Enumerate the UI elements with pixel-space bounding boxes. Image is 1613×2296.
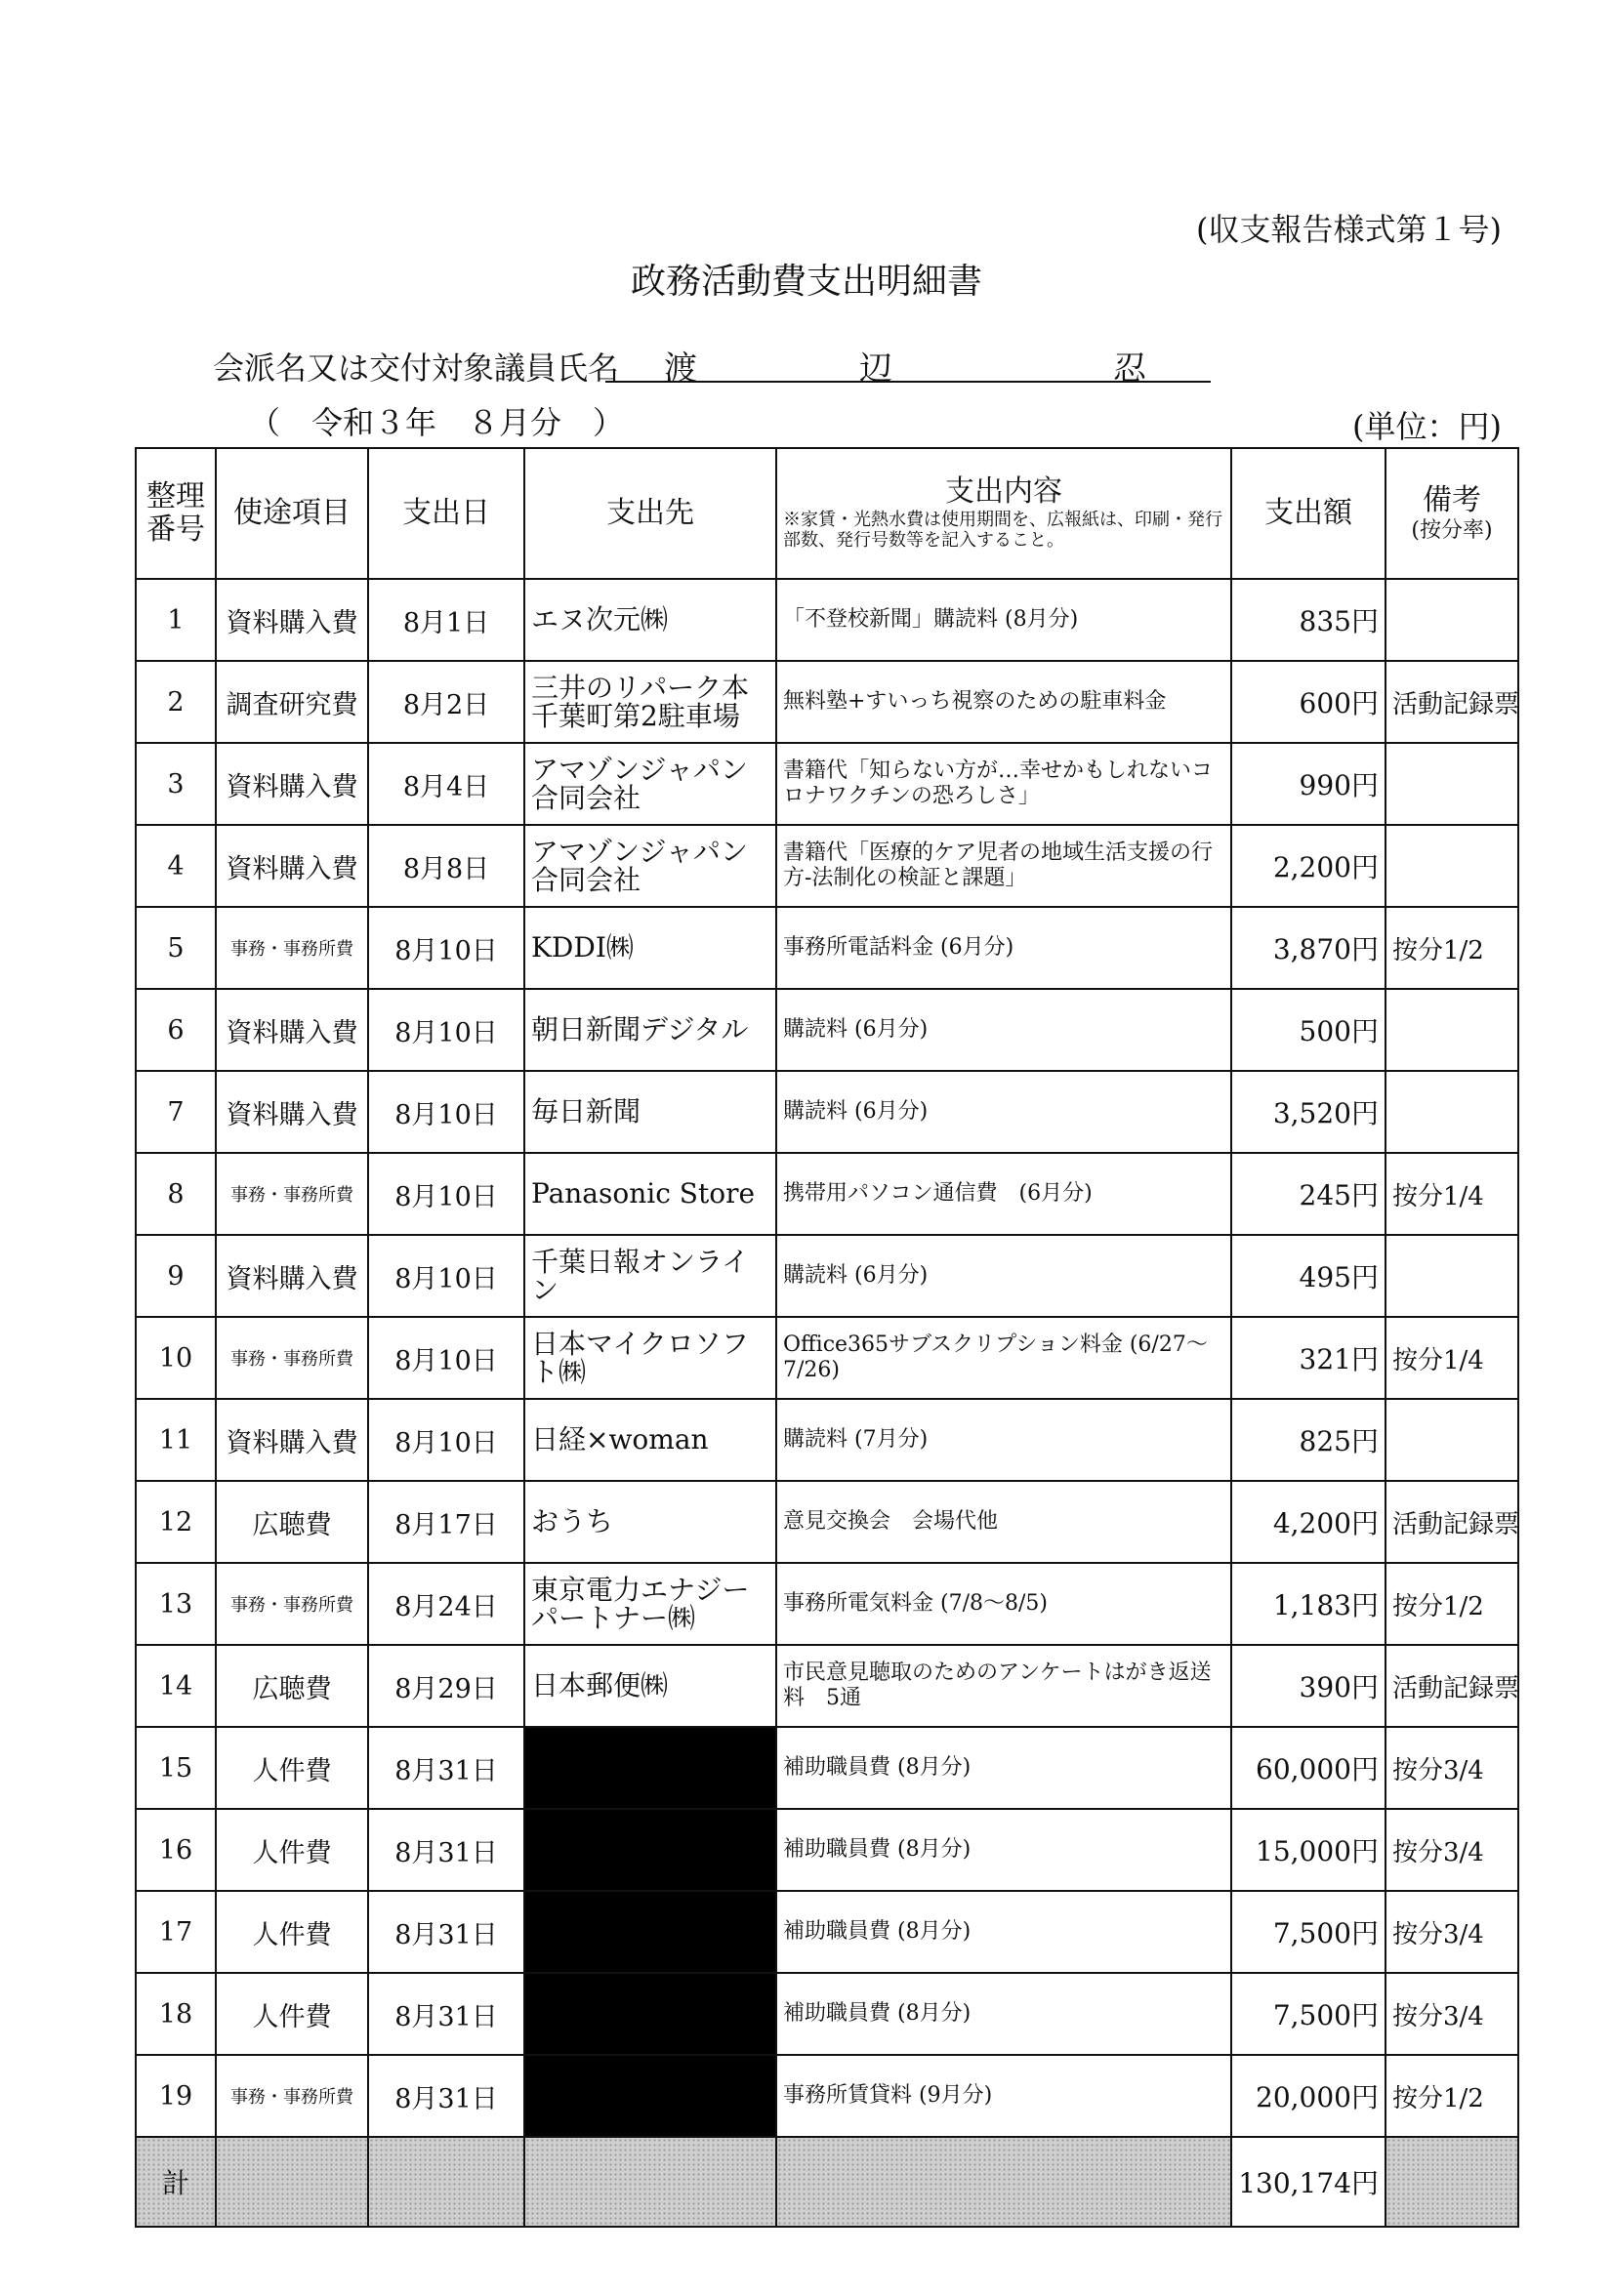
- row-remarks: 按分1/2: [1386, 2055, 1518, 2137]
- row-content: 携帯用パソコン通信費 (6月分): [776, 1153, 1231, 1235]
- row-payee: 東京電力エナジーパートナー㈱: [524, 1563, 776, 1645]
- row-number: 13: [136, 1563, 216, 1645]
- row-remarks: [1386, 579, 1518, 661]
- row-category: 広聴費: [216, 1645, 368, 1727]
- row-date: 8月10日: [368, 1317, 524, 1399]
- row-category: 事務・事務所費: [216, 1153, 368, 1235]
- row-amount: 7,500円: [1231, 1973, 1386, 2055]
- row-number: 15: [136, 1727, 216, 1809]
- row-category: 資料購入費: [216, 1235, 368, 1317]
- row-payee: アマゾンジャパン合同会社: [524, 743, 776, 825]
- redacted-payee: [524, 1809, 776, 1891]
- expense-table: [135, 447, 1519, 2228]
- row-category: 資料購入費: [216, 1071, 368, 1153]
- member-name-part: 渡: [664, 349, 697, 389]
- member-name-part: 忍: [1113, 349, 1146, 389]
- table-row: [136, 1973, 1518, 2055]
- row-amount: 990円: [1231, 743, 1386, 825]
- table-row: [136, 825, 1518, 907]
- row-number: 3: [136, 743, 216, 825]
- row-payee: 毎日新聞: [524, 1071, 776, 1153]
- redacted-payee: [524, 1973, 776, 2055]
- document-title: 政務活動費支出明細書: [630, 262, 982, 302]
- row-number: 6: [136, 989, 216, 1071]
- row-payee: 日本郵便㈱: [524, 1645, 776, 1727]
- row-amount: 390円: [1231, 1645, 1386, 1727]
- total-amount: 130,174円: [1231, 2137, 1386, 2227]
- header-remarks-sub: (按分率): [1411, 517, 1493, 543]
- row-number: 14: [136, 1645, 216, 1727]
- table-row: [136, 1317, 1518, 1399]
- row-date: 8月31日: [368, 1891, 524, 1973]
- row-amount: 7,500円: [1231, 1891, 1386, 1973]
- row-content: 「不登校新聞」購読料 (8月分): [776, 579, 1231, 661]
- row-content: 事務所賃貸料 (9月分): [776, 2055, 1231, 2137]
- period: （ 令和３年 ８月分 ）: [249, 404, 625, 441]
- row-content: 購読料 (6月分): [776, 1071, 1231, 1153]
- row-date: 8月4日: [368, 743, 524, 825]
- table-row: [136, 989, 1518, 1071]
- row-payee: 朝日新聞デジタル: [524, 989, 776, 1071]
- row-amount: 2,200円: [1231, 825, 1386, 907]
- row-category: 広聴費: [216, 1481, 368, 1563]
- row-remarks: 活動記録票: [1386, 661, 1518, 743]
- row-remarks: [1386, 1235, 1518, 1317]
- header-date: 支出日: [368, 448, 524, 579]
- table-row: [136, 1481, 1518, 1563]
- shaded-cell: [524, 2137, 776, 2227]
- row-content: 市民意見聴取のためのアンケートはがき返送料 5通: [776, 1645, 1231, 1727]
- row-payee: 日経×woman: [524, 1399, 776, 1481]
- row-content: 補助職員費 (8月分): [776, 1727, 1231, 1809]
- row-amount: 3,870円: [1231, 907, 1386, 989]
- row-category: 事務・事務所費: [216, 2055, 368, 2137]
- row-number: 7: [136, 1071, 216, 1153]
- header-payee: 支出先: [524, 448, 776, 579]
- row-date: 8月10日: [368, 1235, 524, 1317]
- table-row: [136, 1071, 1518, 1153]
- header-amount: 支出額: [1231, 448, 1386, 579]
- table-row: [136, 1399, 1518, 1481]
- redacted-payee: [524, 1727, 776, 1809]
- row-payee: アマゾンジャパン合同会社: [524, 825, 776, 907]
- row-amount: 20,000円: [1231, 2055, 1386, 2137]
- header-no: 整理番号: [136, 448, 216, 579]
- row-remarks: 按分3/4: [1386, 1727, 1518, 1809]
- row-amount: 500円: [1231, 989, 1386, 1071]
- row-number: 4: [136, 825, 216, 907]
- row-payee: 日本マイクロソフト㈱: [524, 1317, 776, 1399]
- table-row: [136, 1809, 1518, 1891]
- row-category: 資料購入費: [216, 743, 368, 825]
- row-category: 資料購入費: [216, 825, 368, 907]
- header-remarks-label: 備考: [1423, 483, 1481, 518]
- row-content: 購読料 (6月分): [776, 989, 1231, 1071]
- header-content: [776, 448, 1231, 579]
- table-row: [136, 1645, 1518, 1727]
- row-date: 8月31日: [368, 2055, 524, 2137]
- table-row: [136, 1153, 1518, 1235]
- row-content: 事務所電話料金 (6月分): [776, 907, 1231, 989]
- row-number: 11: [136, 1399, 216, 1481]
- row-content: 補助職員費 (8月分): [776, 1891, 1231, 1973]
- row-payee: おうち: [524, 1481, 776, 1563]
- row-date: 8月10日: [368, 1399, 524, 1481]
- row-content: 購読料 (7月分): [776, 1399, 1231, 1481]
- shaded-cell: [776, 2137, 1231, 2227]
- row-category: 事務・事務所費: [216, 1563, 368, 1645]
- row-number: 12: [136, 1481, 216, 1563]
- row-date: 8月24日: [368, 1563, 524, 1645]
- header-content-note: ※家賃・光熱水費は使用期間を、広報紙は、印刷・発行部数、発行号数等を記入すること。: [783, 509, 1222, 552]
- total-row: [136, 2137, 1518, 2227]
- row-payee: KDDI㈱: [524, 907, 776, 989]
- table-row: [136, 743, 1518, 825]
- row-content: Office365サブスクリプション料金 (6/27～7/26): [776, 1317, 1231, 1399]
- header-remarks: [1386, 448, 1518, 579]
- row-amount: 1,183円: [1231, 1563, 1386, 1645]
- row-number: 5: [136, 907, 216, 989]
- row-number: 16: [136, 1809, 216, 1891]
- row-remarks: 按分1/2: [1386, 907, 1518, 989]
- row-remarks: 按分3/4: [1386, 1891, 1518, 1973]
- row-category: 人件費: [216, 1891, 368, 1973]
- row-remarks: [1386, 825, 1518, 907]
- form-number: (収支報告様式第１号): [1196, 211, 1502, 248]
- row-category: 人件費: [216, 1727, 368, 1809]
- row-remarks: 按分1/4: [1386, 1153, 1518, 1235]
- row-number: 18: [136, 1973, 216, 2055]
- row-remarks: 按分3/4: [1386, 1809, 1518, 1891]
- row-amount: 600円: [1231, 661, 1386, 743]
- name-underline: [605, 381, 1211, 383]
- row-remarks: 按分1/2: [1386, 1563, 1518, 1645]
- row-category: 事務・事務所費: [216, 1317, 368, 1399]
- row-date: 8月17日: [368, 1481, 524, 1563]
- row-category: 資料購入費: [216, 989, 368, 1071]
- row-date: 8月29日: [368, 1645, 524, 1727]
- row-content: 補助職員費 (8月分): [776, 1973, 1231, 2055]
- row-content: 書籍代「知らない方が…幸せかもしれないコロナワクチンの恐ろしさ」: [776, 743, 1231, 825]
- row-number: 10: [136, 1317, 216, 1399]
- row-date: 8月10日: [368, 1071, 524, 1153]
- row-category: 資料購入費: [216, 579, 368, 661]
- row-amount: 495円: [1231, 1235, 1386, 1317]
- redacted-payee: [524, 2055, 776, 2137]
- row-date: 8月10日: [368, 907, 524, 989]
- member-name-part: 辺: [859, 349, 892, 389]
- row-content: 補助職員費 (8月分): [776, 1809, 1231, 1891]
- row-date: 8月8日: [368, 825, 524, 907]
- row-amount: 825円: [1231, 1399, 1386, 1481]
- table-body: [136, 579, 1518, 2137]
- row-date: 8月10日: [368, 1153, 524, 1235]
- row-payee: 千葉日報オンライン: [524, 1235, 776, 1317]
- row-category: 人件費: [216, 1973, 368, 2055]
- row-number: 8: [136, 1153, 216, 1235]
- row-remarks: [1386, 1071, 1518, 1153]
- row-amount: 835円: [1231, 579, 1386, 661]
- row-remarks: 活動記録票: [1386, 1645, 1518, 1727]
- row-remarks: [1386, 989, 1518, 1071]
- row-date: 8月31日: [368, 1973, 524, 2055]
- table-row: [136, 2055, 1518, 2137]
- row-amount: 245円: [1231, 1153, 1386, 1235]
- row-content: 意見交換会 会場代他: [776, 1481, 1231, 1563]
- row-date: 8月10日: [368, 989, 524, 1071]
- table-row: [136, 907, 1518, 989]
- unit-label: (単位：円): [1352, 408, 1502, 445]
- row-number: 17: [136, 1891, 216, 1973]
- table-row: [136, 661, 1518, 743]
- row-category: 調査研究費: [216, 661, 368, 743]
- row-payee: 三井のリパーク本千葉町第2駐車場: [524, 661, 776, 743]
- row-amount: 15,000円: [1231, 1809, 1386, 1891]
- row-amount: 3,520円: [1231, 1071, 1386, 1153]
- row-amount: 60,000円: [1231, 1727, 1386, 1809]
- faction-label: 会派名又は交付対象議員氏名: [213, 349, 620, 387]
- table-row: [136, 1235, 1518, 1317]
- row-remarks: 活動記録票: [1386, 1481, 1518, 1563]
- row-amount: 321円: [1231, 1317, 1386, 1399]
- row-number: 1: [136, 579, 216, 661]
- row-date: 8月1日: [368, 579, 524, 661]
- row-date: 8月2日: [368, 661, 524, 743]
- shaded-cell: [1386, 2137, 1518, 2227]
- row-date: 8月31日: [368, 1809, 524, 1891]
- total-label: 計: [136, 2137, 216, 2227]
- row-content: 購読料 (6月分): [776, 1235, 1231, 1317]
- shaded-cell: [368, 2137, 524, 2227]
- row-remarks: 按分3/4: [1386, 1973, 1518, 2055]
- table-row: [136, 1563, 1518, 1645]
- row-amount: 4,200円: [1231, 1481, 1386, 1563]
- row-remarks: [1386, 743, 1518, 825]
- row-category: 資料購入費: [216, 1399, 368, 1481]
- row-payee: エヌ次元㈱: [524, 579, 776, 661]
- row-content: 書籍代「医療的ケア児者の地域生活支援の行方-法制化の検証と課題」: [776, 825, 1231, 907]
- row-number: 9: [136, 1235, 216, 1317]
- row-category: 事務・事務所費: [216, 907, 368, 989]
- header-category: 使途項目: [216, 448, 368, 579]
- table-row: [136, 1727, 1518, 1809]
- row-category: 人件費: [216, 1809, 368, 1891]
- row-payee: Panasonic Store: [524, 1153, 776, 1235]
- row-content: 事務所電気料金 (7/8～8/5): [776, 1563, 1231, 1645]
- table-row: [136, 579, 1518, 661]
- row-content: 無料塾+すいっち視察のための駐車料金: [776, 661, 1231, 743]
- row-date: 8月31日: [368, 1727, 524, 1809]
- row-remarks: [1386, 1399, 1518, 1481]
- shaded-cell: [216, 2137, 368, 2227]
- header-row: [136, 448, 1518, 579]
- row-remarks: 按分1/4: [1386, 1317, 1518, 1399]
- row-number: 2: [136, 661, 216, 743]
- table-row: [136, 1891, 1518, 1973]
- row-number: 19: [136, 2055, 216, 2137]
- header-content-label: 支出内容: [945, 474, 1062, 510]
- redacted-payee: [524, 1891, 776, 1973]
